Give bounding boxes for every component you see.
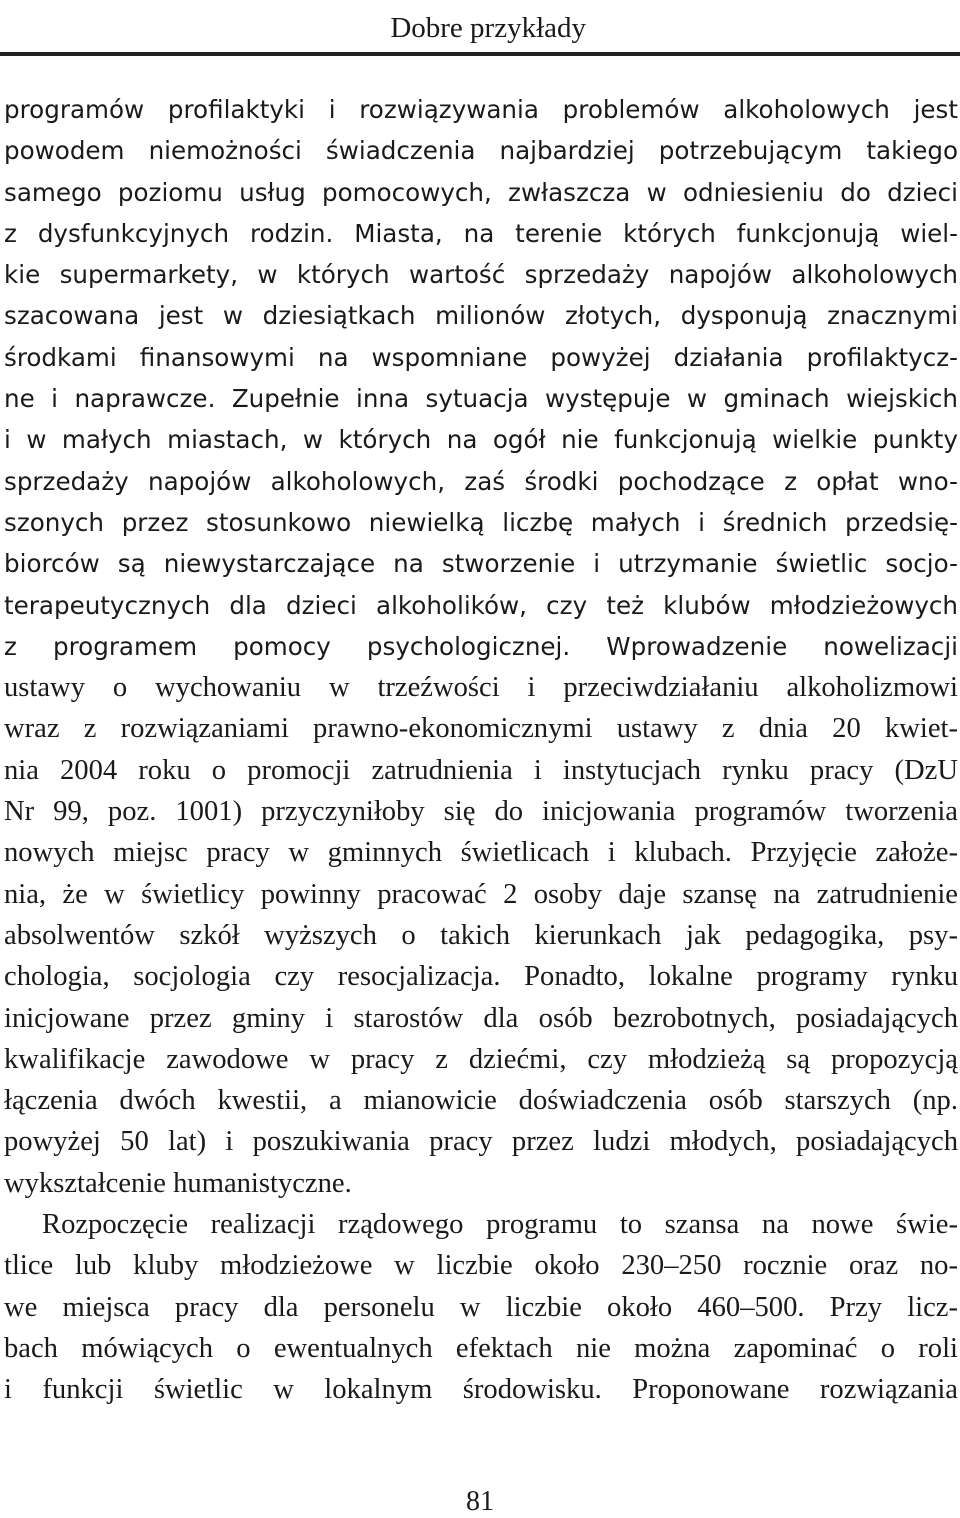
text-line: kwalifikacje zawodowe w pracy z dziećmi, czy młodzieżą są propozycją	[4, 1043, 958, 1075]
text-line: programów profilaktyki i rozwiązywania problemów alkoholowych jest	[4, 95, 958, 124]
text-line: Rozpoczęcie realizacji rządowego programu to szansa na nowe świe-	[42, 1209, 958, 1241]
text-line: tlice lub kluby młodzieżowe w liczbie około 230–250 rocznie oraz no-	[4, 1250, 958, 1282]
page-number: 81	[466, 1486, 494, 1517]
text-line: i w małych miastach, w których na ogół nie funkcjonują wielkie punkty	[4, 425, 958, 455]
text-line: bach mówiących o ewentualnych efektach nie można zapominać o roli	[4, 1332, 958, 1364]
text-line: łączenia dwóch kwestii, a mianowicie doświadczenia osób starszych (np.	[4, 1085, 958, 1117]
text-line: z programem pomocy psychologicznej. Wprowadzenie nowelizacji	[4, 631, 958, 661]
text-line: terapeutycznych dla dzieci alkoholików, czy też klubów młodzieżowych	[4, 590, 958, 620]
text-line: nia 2004 roku o promocji zatrudnienia i instytucjach rynku pracy (DzU	[4, 754, 958, 786]
text-line: kie supermarkety, w których wartość sprzedaży napojów alkoholowych	[4, 260, 958, 290]
text-line: wraz z rozwiązaniami prawno-ekonomicznymi ustawy z dnia 20 kwiet-	[4, 713, 958, 745]
header-rule	[0, 52, 960, 56]
text-line: nowych miejsc pracy w gminnych świetlicach i klubach. Przyjęcie założe-	[4, 837, 958, 869]
text-line: środkami finansowymi na wspomniane powyżej działania profilaktycz-	[4, 342, 958, 372]
text-line: powyżej 50 lat) i poszukiwania pracy przez ludzi młodych, posiadających	[4, 1126, 958, 1158]
text-line: szacowana jest w dziesiątkach milionów złotych, dysponują znacznymi	[4, 301, 958, 331]
text-line: ustawy o wychowaniu w trzeźwości i przeciwdziałaniu alkoholizmowi	[4, 672, 958, 704]
text-line: inicjowane przez gminy i starostów dla osób bezrobotnych, posiadających	[4, 1002, 958, 1034]
text-line: sprzedaży napojów alkoholowych, zaś środki pochodzące z opłat wno-	[4, 466, 958, 496]
text-line: i funkcji świetlic w lokalnym środowisku. Proponowane rozwiązania	[4, 1374, 958, 1406]
text-line: chologia, socjologia czy resocjalizacja. Ponadto, lokalne programy rynku	[4, 961, 958, 993]
text-line: z dysfunkcyjnych rodzin. Miasta, na terenie których funkcjonują wiel-	[4, 218, 958, 248]
text-line: samego poziomu usług pomocowych, zwłaszcza w odniesieniu do dzieci	[4, 177, 958, 207]
text-line: biorców są niewystarczające na stworzenie i utrzymanie świetlic socjo-	[4, 549, 958, 579]
text-line: we miejsca pracy dla personelu w liczbie około 460–500. Przy licz-	[4, 1291, 958, 1323]
text-line: Nr 99, poz. 1001) przyczyniłoby się do inicjowania programów tworzenia	[4, 796, 958, 828]
body-text	[4, 89, 958, 1411]
text-line: powodem niemożności świadczenia najbardziej potrzebującym takiego	[4, 136, 958, 166]
text-line: wykształcenie humanistyczne.	[4, 1167, 352, 1199]
text-line: nia, że w świetlicy powinny pracować 2 osoby daje szansę na zatrudnienie	[4, 878, 958, 910]
text-line: szonych przez stosunkowo niewielką liczbę małych i średnich przedsię-	[4, 507, 958, 537]
text-line: ne i naprawcze. Zupełnie inna sytuacja występuje w gminach wiejskich	[4, 384, 958, 414]
text-line: absolwentów szkół wyższych o takich kierunkach jak pedagogika, psy-	[4, 919, 958, 951]
running-head: Dobre przykłady	[390, 12, 586, 44]
